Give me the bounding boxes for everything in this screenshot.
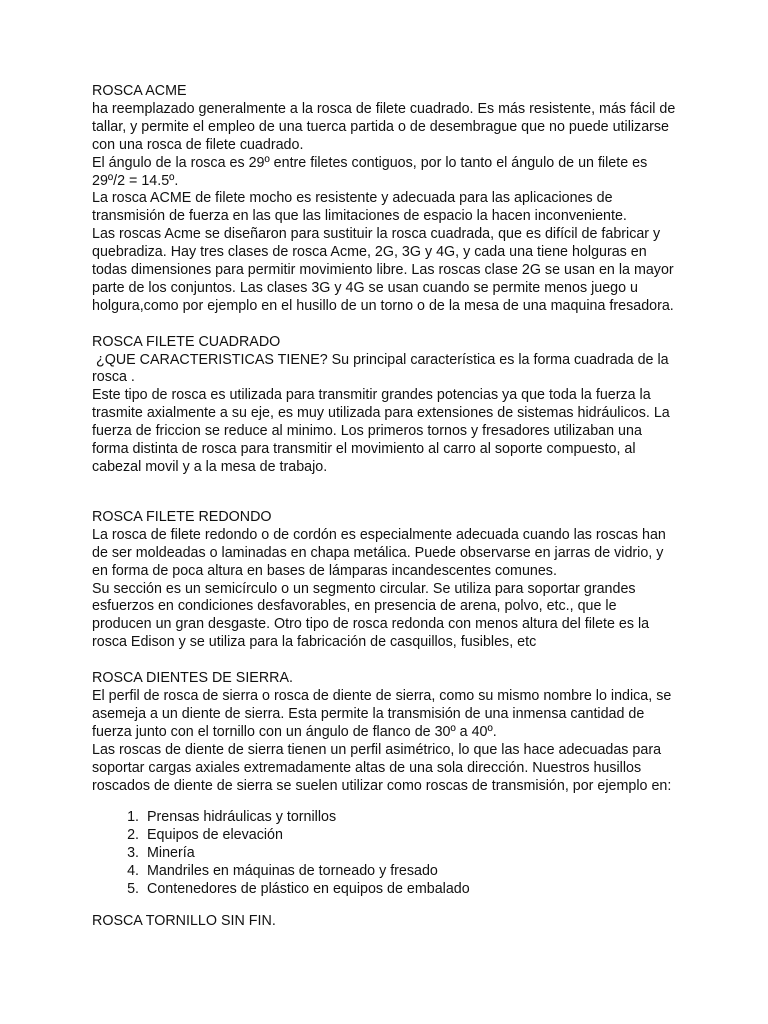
- paragraph-line: esfuerzos en condiciones desfavorables, en presencia de arena, polvo, etc., que le: [92, 598, 617, 615]
- document-body: [92, 83, 682, 931]
- paragraph-line: Este tipo de rosca es utilizada para transmitir grandes potencias ya que toda la fuerza la: [92, 387, 651, 404]
- paragraph-line: ¿QUE CARACTERISTICAS TIENE? Su principal característica es la forma cuadrada de la: [92, 351, 669, 368]
- paragraph-line: La rosca ACME de filete mocho es resistente y adecuada para las aplicaciones de: [92, 190, 613, 207]
- paragraph-line: holgura,como por ejemplo en el husillo de un torno o de la mesa de una maquina fresadora.: [92, 297, 674, 314]
- list-item: [92, 863, 682, 881]
- list-item: [92, 881, 682, 899]
- list-number: 5.: [127, 881, 139, 898]
- section-heading: ROSCA FILETE CUADRADO: [92, 333, 281, 350]
- section-rosca-filete-cuadrado: [92, 334, 682, 477]
- paragraph-line: Las roscas de diente de sierra tienen un perfil asimétrico, lo que las hace adecuadas para: [92, 741, 662, 758]
- paragraph-line: Las roscas Acme se diseñaron para sustituir la rosca cuadrada, que es difícil de fabricar y: [92, 226, 661, 243]
- paragraph-line: con una rosca de filete cuadrado.: [92, 136, 304, 153]
- paragraph-line: parte de los conjuntos. Las clases 3G y 4G se usan cuando se permite menos juego u: [92, 279, 638, 296]
- paragraph-line: fuerza de friccion se reduce al minimo. Los primeros tornos y fresadores utilizaban una: [92, 423, 642, 440]
- list-number: 4.: [127, 863, 139, 880]
- section-heading: ROSCA DIENTES DE SIERRA.: [92, 670, 293, 687]
- paragraph-line: El ángulo de la rosca es 29º entre filetes contiguos, por lo tanto el ángulo de un filete es: [92, 154, 648, 171]
- list-item: [92, 845, 682, 863]
- paragraph-line: en forma de poca altura en bases de lámparas incandescentes comunes.: [92, 562, 557, 579]
- paragraph-line: Su sección es un semicírculo o un segmento circular. Se utiliza para soportar grandes: [92, 580, 636, 597]
- paragraph-line: fuerza junto con el tornillo con un ángulo de flanco de 30º a 40º.: [92, 723, 497, 740]
- list-item-text: Equipos de elevación: [147, 827, 283, 844]
- blank-line: [92, 652, 682, 670]
- blank-line: [92, 795, 682, 809]
- paragraph-line: asemeja a un diente de sierra. Esta permite la transmisión de una inmensa cantidad de: [92, 705, 645, 722]
- paragraph-line: transmisión de fuerza en las que las limitaciones de espacio la hacen inconveniente.: [92, 208, 627, 225]
- blank-line: [92, 899, 682, 913]
- paragraph-line: soportar cargas axiales extremadamente altas de una sola dirección. Nuestros husillos: [92, 759, 642, 776]
- paragraph-line: El perfil de rosca de sierra o rosca de diente de sierra, como su mismo nombre lo indica, se: [92, 687, 672, 704]
- blank-line: [92, 477, 682, 509]
- section-heading: ROSCA TORNILLO SIN FIN.: [92, 912, 276, 929]
- numbered-list: [92, 809, 682, 899]
- section-heading: ROSCA ACME: [92, 83, 187, 99]
- list-item: [92, 809, 682, 827]
- section-heading: ROSCA FILETE REDONDO: [92, 508, 272, 525]
- list-number: 3.: [127, 845, 139, 862]
- paragraph-line: forma distinta de rosca para transmitir el movimiento al carro al soporte compuesto, al: [92, 441, 636, 458]
- blank-line: [92, 316, 682, 334]
- paragraph-line: La rosca de filete redondo o de cordón es especialmente adecuada cuando las roscas han: [92, 526, 666, 543]
- paragraph-line: roscados de diente de sierra se suelen utilizar como roscas de transmisión, por ejemplo en:: [92, 777, 672, 794]
- paragraph-line: cabezal movil y a la mesa de trabajo.: [92, 459, 328, 476]
- paragraph-line: 29º/2 = 14.5º.: [92, 172, 179, 189]
- list-item-text: Minería: [147, 845, 195, 862]
- paragraph-line: tallar, y permite el empleo de una tuerca partida o de desembrague que no puede utilizarse: [92, 118, 670, 135]
- paragraph-line: de ser moldeadas o laminadas en chapa metálica. Puede observarse en jarras de vidrio, y: [92, 544, 664, 561]
- list-number: 1.: [127, 809, 139, 826]
- section-rosca-tornillo-sin-fin: [92, 913, 682, 931]
- list-number: 2.: [127, 827, 139, 844]
- paragraph-line: ha reemplazado generalmente a la rosca de filete cuadrado. Es más resistente, más fácil de: [92, 100, 676, 117]
- paragraph-line: trasmite axialmente a su eje, es muy utilizada para extensiones de sistemas hidráulicos. La: [92, 405, 670, 422]
- section-rosca-filete-redondo: [92, 509, 682, 652]
- list-item: [92, 827, 682, 845]
- paragraph-line: quebradiza. Hay tres clases de rosca Acme, 2G, 3G y 4G, y cada una tiene holguras en: [92, 244, 647, 261]
- list-item-text: Prensas hidráulicas y tornillos: [147, 809, 337, 826]
- section-rosca-acme: [92, 83, 682, 316]
- list-item-text: Mandriles en máquinas de torneado y fresado: [147, 863, 438, 880]
- section-rosca-dientes-de-sierra: [92, 670, 682, 899]
- list-item-text: Contenedores de plástico en equipos de embalado: [147, 881, 470, 898]
- paragraph-line: todas dimensiones para permitir movimiento libre. Las roscas clase 2G se usan en la mayor: [92, 262, 674, 279]
- paragraph-line: rosca .: [92, 369, 135, 386]
- paragraph-line: rosca Edison y se utiliza para la fabricación de casquillos, fusibles, etc: [92, 634, 537, 651]
- paragraph-line: producen un gran desgaste. Otro tipo de rosca redonda con menos altura del filete es la: [92, 616, 650, 633]
